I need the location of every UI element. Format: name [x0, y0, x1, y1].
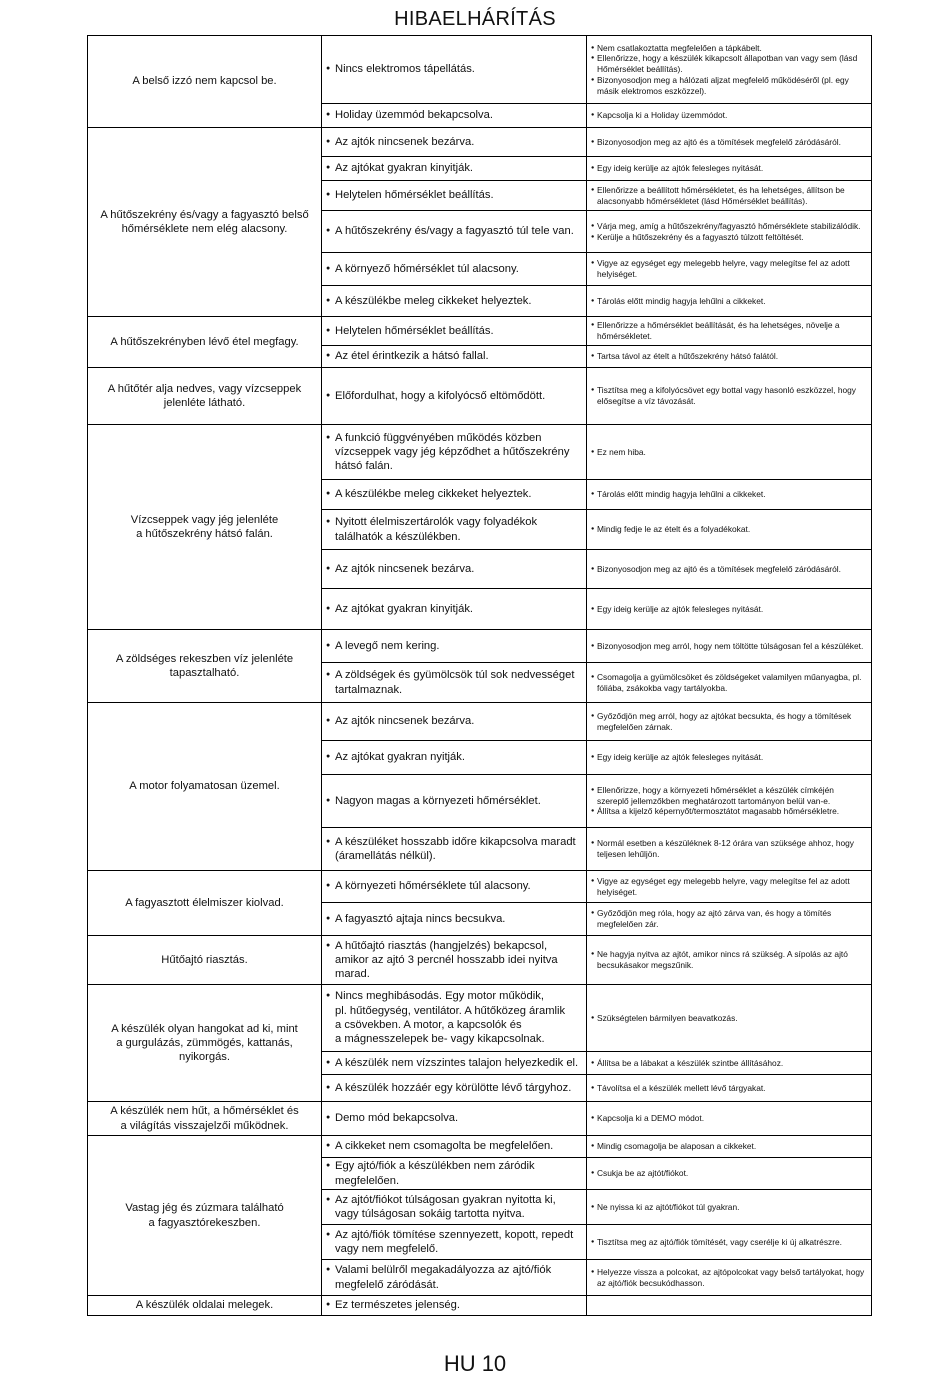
- cause-cell: [322, 1296, 587, 1316]
- cause-text-line: ● A hűtőajtó riasztás (hangjelzés) bekapcsol,: [335, 939, 548, 952]
- cause-cell: [322, 1102, 587, 1136]
- cause-cell: [322, 510, 587, 550]
- solution-cell: [587, 1260, 872, 1296]
- cause-text-line: ● Az ajtó/fiók tömítése szennyezett, kopott, repedt: [335, 1228, 574, 1241]
- cause-text-line: ● Nincs elektromos tápellátás.: [335, 63, 475, 76]
- table-row: [88, 1296, 872, 1316]
- solution-item: ● Szükségtelen bármilyen beavatkozás.: [591, 1013, 867, 1024]
- solution-cell: [587, 871, 872, 903]
- table-row: [88, 703, 872, 741]
- cause-bullet: [326, 794, 582, 808]
- cause-cell: [322, 36, 587, 104]
- problem-cell: [88, 1102, 322, 1136]
- problem-cell: [88, 425, 322, 630]
- cause-bullet: [326, 515, 582, 544]
- cause-cell: [322, 480, 587, 510]
- problem-text-line: Vastag jég és zúzmara található: [125, 1202, 284, 1215]
- cause-cell: [322, 1260, 587, 1296]
- solution-item: ● Bizonyosodjon meg az ajtó és a tömítések megfelelő záródásáról.: [591, 564, 867, 575]
- troubleshooting-table: [87, 35, 872, 1316]
- cause-text-line: a mágnesszelepek be- vagy kikapcsolnak.: [335, 1033, 545, 1046]
- solution-cell: [587, 36, 872, 104]
- problem-text-line: A motor folyamatosan üzemel.: [129, 780, 280, 793]
- cause-bullet: [326, 1193, 582, 1222]
- cause-bullet: [326, 835, 582, 864]
- problem-text-line: A hűtőszekrény és/vagy a fagyasztó belső: [100, 208, 309, 221]
- solution-item: ● Egy ideig kerülje az ajtók felesleges nyitását.: [591, 752, 867, 763]
- solution-item: ● Tárolás előtt mindig hagyja lehűlni a cikkeket.: [591, 296, 867, 307]
- cause-bullet: [326, 161, 582, 175]
- cause-text-line: ● Nagyon magas a környezeti hőmérséklet.: [335, 794, 541, 807]
- cause-cell: [322, 157, 587, 181]
- problem-text-line: A hűtőszekrényben lévő étel megfagy.: [110, 335, 299, 348]
- page-number: HU 10: [443, 1351, 507, 1376]
- cause-text-line: ● Az étel érintkezik a hátsó fallal.: [335, 350, 489, 363]
- problem-text-line: A fagyasztott élelmiszer kiolvad.: [125, 896, 284, 909]
- solution-item: ● Normál esetben a készüléknek 8-12 órára van szüksége ahhoz, hogy teljesen lehűljön.: [591, 838, 867, 860]
- solution-cell: [587, 1075, 872, 1102]
- cause-bullet: [326, 108, 582, 122]
- solution-item: ● Bizonyosodjon meg az ajtó és a tömítések megfelelő záródásáról.: [591, 137, 867, 148]
- solution-cell: [587, 903, 872, 936]
- solution-item: ● Bizonyosodjon meg arról, hogy nem töltötte túlságosan fel a készüléket.: [591, 641, 867, 652]
- solution-item: ● Tisztítsa meg a kifolyócsövet egy bottal vagy hasonló eszközzel, hogy elősegítse a víz távozását.: [591, 385, 867, 407]
- problem-cell: [88, 1136, 322, 1296]
- solution-item: ● Tisztítsa meg az ajtó/fiók tömítését, vagy cserélje ki új alkatrészre.: [591, 1237, 867, 1248]
- cause-text-line: marad.: [335, 968, 370, 981]
- solution-item: ● Tárolás előtt mindig hagyja lehűlni a cikkeket.: [591, 489, 867, 500]
- solution-cell: [587, 1190, 872, 1225]
- solution-item: ● Állítsa be a lábakat a készülék szintbe állításához.: [591, 1058, 867, 1069]
- solution-item: ● Győződjön meg arról, hogy az ajtókat becsukta, és hogy a tömítések megfelelően zárnak.: [591, 711, 867, 733]
- problem-text-line: Hűtőajtó riasztás.: [161, 953, 248, 966]
- solution-item: ● Mindig csomagolja be alaposan a cikkeket.: [591, 1141, 867, 1152]
- cause-cell: [322, 104, 587, 128]
- cause-bullet: [326, 750, 582, 764]
- cause-text-line: ● Helytelen hőmérséklet beállítás.: [335, 189, 494, 202]
- cause-bullet: [326, 389, 582, 403]
- problem-text-line: a hűtőszekrény hátsó falán.: [136, 528, 273, 540]
- solution-item: ● Várja meg, amíg a hűtőszekrény/fagyasztó hőmérséklete stabilizálódik.: [591, 221, 867, 232]
- problem-cell: [88, 630, 322, 703]
- cause-text-line: ● Holiday üzemmód bekapcsolva.: [335, 109, 493, 122]
- cause-text-line: ● Az ajtók nincsenek bezárva.: [335, 715, 475, 728]
- problem-cell: [88, 703, 322, 871]
- cause-cell: [322, 128, 587, 157]
- page-title: HIBAELHÁRÍTÁS: [394, 8, 556, 30]
- cause-cell: [322, 1052, 587, 1075]
- problem-text-line: A készülék oldalai melegek.: [135, 1299, 274, 1312]
- cause-bullet: [326, 1298, 582, 1312]
- cause-text-line: ● Ez természetes jelenség.: [335, 1299, 460, 1312]
- solution-item: ● Egy ideig kerülje az ajtók felesleges nyitását.: [591, 604, 867, 615]
- cause-bullet: [326, 294, 582, 308]
- problem-cell: [88, 871, 322, 936]
- cause-text-line: ● A funkció függvényében működés közben: [335, 431, 542, 444]
- solution-item: ● Csomagolja a gyümölcsöket és zöldségeket valamilyen műanyagba, pl. fóliába, zsákokba vagy tartályokba.: [591, 672, 867, 694]
- cause-text-line: ● A környező hőmérséklet túl alacsony.: [335, 262, 519, 275]
- solution-cell: [587, 157, 872, 181]
- solution-cell: [587, 663, 872, 703]
- problem-text-line: tapasztalható.: [169, 667, 240, 679]
- cause-text-line: ● Előfordulhat, hogy a kifolyócső eltömődött.: [335, 389, 546, 402]
- cause-text-line: ● Az ajtókat gyakran nyitják.: [335, 751, 465, 764]
- solution-cell: [587, 253, 872, 286]
- cause-text-line: ● Valami belülről megakadályozza az ajtó/fiók: [335, 1264, 552, 1277]
- cause-text-line: ● Az ajtók nincsenek bezárva.: [335, 562, 475, 575]
- cause-bullet: [326, 1228, 582, 1257]
- cause-text-line: megfelelően.: [335, 1174, 400, 1187]
- cause-text-line: ● A fagyasztó ajtaja nincs becsukva.: [335, 912, 506, 925]
- solution-item: ● Ellenőrizze, hogy a környezeti hőmérséklet a készülék címkéjén szereplő jellemzőkben meghatározott tartományon belül van-e.: [591, 785, 867, 807]
- cause-bullet: [326, 487, 582, 501]
- cause-cell: [322, 1225, 587, 1260]
- cause-cell: [322, 1136, 587, 1158]
- cause-bullet: [326, 1081, 582, 1095]
- cause-bullet: [326, 135, 582, 149]
- problem-text-line: jelenléte látható.: [163, 397, 246, 409]
- problem-text-line: hőmérséklete nem elég alacsony.: [121, 223, 288, 235]
- cause-bullet: [326, 879, 582, 893]
- table-row: [88, 317, 872, 346]
- cause-cell: [322, 1158, 587, 1190]
- solution-item: ● Ellenőrizze, hogy a készülék kikapcsolt állapotban van vagy sem (lásd Hőmérséklet beállítás).: [591, 53, 867, 75]
- solution-cell: [587, 1102, 872, 1136]
- solution-item: ● Ne hagyja nyitva az ajtót, amikor nincs rá szükség. A sípolás az ajtó becsukásakor megszűnik.: [591, 949, 867, 971]
- cause-bullet: [326, 939, 582, 982]
- cause-text-line: ● A készülékbe meleg cikkeket helyeztek.: [335, 488, 532, 501]
- cause-text-line: amikor az ajtó 3 percnél hosszabb idei nyitva: [335, 953, 558, 966]
- cause-bullet: [326, 1263, 582, 1292]
- cause-text-line: vagy túlságosan sokáig tartotta nyitva.: [335, 1208, 525, 1220]
- solution-cell: [587, 368, 872, 425]
- solution-item: ● Kerülje a hűtőszekrény és a fagyasztó túlzott feltöltését.: [591, 232, 867, 243]
- cause-text-line: ● A készüléket hosszabb időre kikapcsolva maradt: [335, 835, 576, 848]
- solution-cell: [587, 1136, 872, 1158]
- cause-text-line: ● A hűtőszekrény és/vagy a fagyasztó túl tele van.: [335, 225, 574, 238]
- cause-text-line: ● A készülék hozzáér egy körülötte lévő tárgyhoz.: [335, 1081, 572, 1094]
- table-row: [88, 368, 872, 425]
- cause-bullet: [326, 349, 582, 363]
- solution-cell: [587, 1296, 872, 1316]
- cause-cell: [322, 589, 587, 630]
- problem-cell: [88, 368, 322, 425]
- cause-bullet: [326, 1056, 582, 1070]
- cause-text-line: ● Az ajtót/fiókot túlságosan gyakran nyitotta ki,: [335, 1193, 556, 1206]
- table-row: [88, 1136, 872, 1158]
- solution-item: ● Helyezze vissza a polcokat, az ajtópolcokat vagy belső tartályokat, hogy az ajtó/fiók becsukódhasson.: [591, 1267, 867, 1289]
- solution-item: ● Vigye az egységet egy melegebb helyre, vagy melegítse fel az adott helyiséget.: [591, 876, 867, 898]
- solution-item: ● Ez nem hiba.: [591, 447, 867, 458]
- table-row: [88, 936, 872, 985]
- cause-bullet: [326, 1159, 582, 1188]
- cause-cell: [322, 286, 587, 317]
- cause-cell: [322, 663, 587, 703]
- problem-cell: [88, 1296, 322, 1316]
- solution-cell: [587, 425, 872, 480]
- cause-bullet: [326, 1139, 582, 1153]
- cause-bullet: [326, 1111, 582, 1125]
- solution-cell: [587, 1158, 872, 1190]
- cause-text-line: megfelelő záródását.: [335, 1278, 439, 1291]
- cause-cell: [322, 346, 587, 368]
- solution-cell: [587, 589, 872, 630]
- cause-cell: [322, 985, 587, 1052]
- cause-text-line: vagy nem megfelelő.: [335, 1243, 439, 1255]
- cause-cell: [322, 903, 587, 936]
- solution-item: ● Győződjön meg róla, hogy az ajtó zárva van, és hogy a tömítés megfelelően zár.: [591, 908, 867, 930]
- table-row: [88, 985, 872, 1052]
- cause-text-line: pl. hűtőegység, ventilátor. A hűtőközeg áramlik: [335, 1004, 566, 1017]
- cause-cell: [322, 1190, 587, 1225]
- cause-text-line: ● Nyitott élelmiszertárolók vagy folyadékok: [335, 516, 538, 529]
- cause-text-line: ● Demo mód bekapcsolva.: [335, 1112, 459, 1125]
- problem-text-line: a fagyasztórekeszben.: [148, 1216, 261, 1229]
- cause-cell: [322, 871, 587, 903]
- solution-item: ● Tartsa távol az ételt a hűtőszekrény hátsó falától.: [591, 351, 867, 362]
- table-row: [88, 871, 872, 903]
- solution-cell: [587, 346, 872, 368]
- cause-cell: [322, 550, 587, 589]
- solution-cell: [587, 480, 872, 510]
- solution-item: ● Állítsa a kijelző képernyőt/termosztátot magasabb hőmérsékletre.: [591, 806, 867, 817]
- cause-cell: [322, 1075, 587, 1102]
- table-row: [88, 630, 872, 663]
- cause-text-line: ● Az ajtókat gyakran kinyitják.: [335, 602, 474, 615]
- problem-cell: [88, 985, 322, 1102]
- cause-text-line: ● A készülék nem vízszintes talajon helyezkedik el.: [335, 1056, 579, 1069]
- troubleshooting-table-body: [88, 36, 872, 1316]
- solution-cell: [587, 936, 872, 985]
- problem-text-line: A zöldséges rekeszben víz jelenléte: [115, 652, 294, 665]
- solution-cell: [587, 104, 872, 128]
- cause-bullet: [326, 431, 582, 474]
- solution-cell: [587, 775, 872, 828]
- cause-text-line: hátsó falán.: [335, 460, 393, 473]
- solution-cell: [587, 181, 872, 211]
- solution-cell: [587, 828, 872, 871]
- solution-cell: [587, 630, 872, 663]
- cause-text-line: ● Egy ajtó/fiók a készülékben nem záródik: [335, 1160, 535, 1173]
- cause-bullet: [326, 62, 582, 76]
- problem-cell: [88, 128, 322, 317]
- cause-text-line: tartalmaznak.: [335, 683, 403, 696]
- cause-bullet: [326, 714, 582, 728]
- cause-text-line: ● A környezeti hőmérséklete túl alacsony.: [335, 880, 531, 893]
- solution-item: ● Kapcsolja ki a Holiday üzemmódot.: [591, 110, 867, 121]
- cause-bullet: [326, 562, 582, 576]
- problem-text-line: A belső izzó nem kapcsol be.: [132, 75, 277, 88]
- solution-cell: [587, 1052, 872, 1075]
- table-row: [88, 128, 872, 157]
- cause-text-line: (áramellátás nélkül).: [335, 850, 436, 862]
- solution-cell: [587, 1225, 872, 1260]
- cause-cell: [322, 211, 587, 253]
- cause-text-line: a csövekben. A motor, a kapcsolók és: [335, 1019, 522, 1031]
- cause-bullet: [326, 912, 582, 926]
- solution-cell: [587, 510, 872, 550]
- problem-cell: [88, 317, 322, 368]
- cause-text-line: találhatók a készülékben.: [335, 530, 461, 543]
- solution-cell: [587, 286, 872, 317]
- cause-text-line: ● Nincs meghibásodás. Egy motor működik,: [335, 990, 544, 1003]
- problem-cell: [88, 936, 322, 985]
- problem-text-line: A hűtőtér alja nedves, vagy vízcseppek: [107, 382, 302, 395]
- solution-cell: [587, 211, 872, 253]
- problem-text-line: a világítás visszajelzői működnek.: [120, 1119, 289, 1132]
- cause-text-line: ● Helytelen hőmérséklet beállítás.: [335, 324, 494, 337]
- solution-item: ● Nem csatlakoztatta megfelelően a tápkábelt.: [591, 43, 867, 54]
- cause-bullet: [326, 324, 582, 338]
- problem-text-line: A készülék olyan hangokat ad ki, mint: [111, 1022, 298, 1035]
- cause-cell: [322, 703, 587, 741]
- problem-text-line: Vízcseppek vagy jég jelenléte: [130, 513, 279, 526]
- cause-bullet: [326, 188, 582, 202]
- cause-text-line: ● Az ajtókat gyakran kinyitják.: [335, 162, 474, 175]
- solution-item: ● Kapcsolja ki a DEMO módot.: [591, 1113, 867, 1124]
- cause-bullet: [326, 224, 582, 238]
- cause-bullet: [326, 639, 582, 653]
- solution-item: ● Egy ideig kerülje az ajtók felesleges nyitását.: [591, 163, 867, 174]
- cause-cell: [322, 425, 587, 480]
- cause-text-line: ● A cikkeket nem csomagolta be megfelelően.: [335, 1140, 554, 1153]
- cause-bullet: [326, 262, 582, 276]
- problem-text-line: A készülék nem hűt, a hőmérséklet és: [110, 1105, 299, 1118]
- cause-cell: [322, 317, 587, 346]
- cause-text-line: ● A készülékbe meleg cikkeket helyeztek.: [335, 294, 532, 307]
- cause-cell: [322, 936, 587, 985]
- solution-item: ● Bizonyosodjon meg a hálózati aljzat megfelelő működéséről (pl. egy másik elektromos eszközzel).: [591, 75, 867, 97]
- problem-text-line: a gurgulázás, zümmögés, kattanás,: [116, 1036, 293, 1049]
- cause-bullet: [326, 668, 582, 697]
- cause-bullet: [326, 989, 582, 1046]
- table-row: [88, 425, 872, 480]
- cause-cell: [322, 253, 587, 286]
- solution-cell: [587, 741, 872, 775]
- solution-cell: [587, 550, 872, 589]
- cause-text-line: vízcseppek vagy jég képződhet a hűtőszekrény: [335, 445, 570, 458]
- solution-cell: [587, 703, 872, 741]
- solution-cell: [587, 985, 872, 1052]
- cause-cell: [322, 828, 587, 871]
- cause-text-line: ● A zöldségek és gyümölcsök túl sok nedvességet: [335, 669, 575, 682]
- cause-bullet: [326, 602, 582, 616]
- solution-item: ● Ellenőrizze a hőmérséklet beállítását, és ha lehetséges, növelje a hőmérsékletet.: [591, 320, 867, 342]
- cause-cell: [322, 775, 587, 828]
- cause-cell: [322, 741, 587, 775]
- solution-item: ● Ne nyissa ki az ajtót/fiókot túl gyakran.: [591, 1202, 867, 1213]
- table-row: [88, 1102, 872, 1136]
- cause-cell: [322, 181, 587, 211]
- solution-item: ● Mindig fedje le az ételt és a folyadékokat.: [591, 524, 867, 535]
- problem-text-line: nyikorgás.: [179, 1051, 230, 1064]
- problem-cell: [88, 36, 322, 128]
- solution-item: ● Távolítsa el a készülék mellett lévő tárgyakat.: [591, 1083, 867, 1094]
- cause-cell: [322, 368, 587, 425]
- solution-item: ● Vigye az egységet egy melegebb helyre, vagy melegítse fel az adott helyiséget.: [591, 258, 867, 280]
- solution-cell: [587, 128, 872, 157]
- solution-item: ● Ellenőrizze a beállított hőmérsékletet, és ha lehetséges, állítson be alacsonyabb hőmérsékletet (lásd Hőmérséklet beállítás).: [591, 185, 867, 207]
- cause-text-line: ● A levegő nem kering.: [335, 639, 440, 652]
- solution-cell: [587, 317, 872, 346]
- table-row: [88, 36, 872, 104]
- cause-text-line: ● Az ajtók nincsenek bezárva.: [335, 135, 475, 148]
- cause-cell: [322, 630, 587, 663]
- solution-item: ● Csukja be az ajtót/fiókot.: [591, 1168, 867, 1179]
